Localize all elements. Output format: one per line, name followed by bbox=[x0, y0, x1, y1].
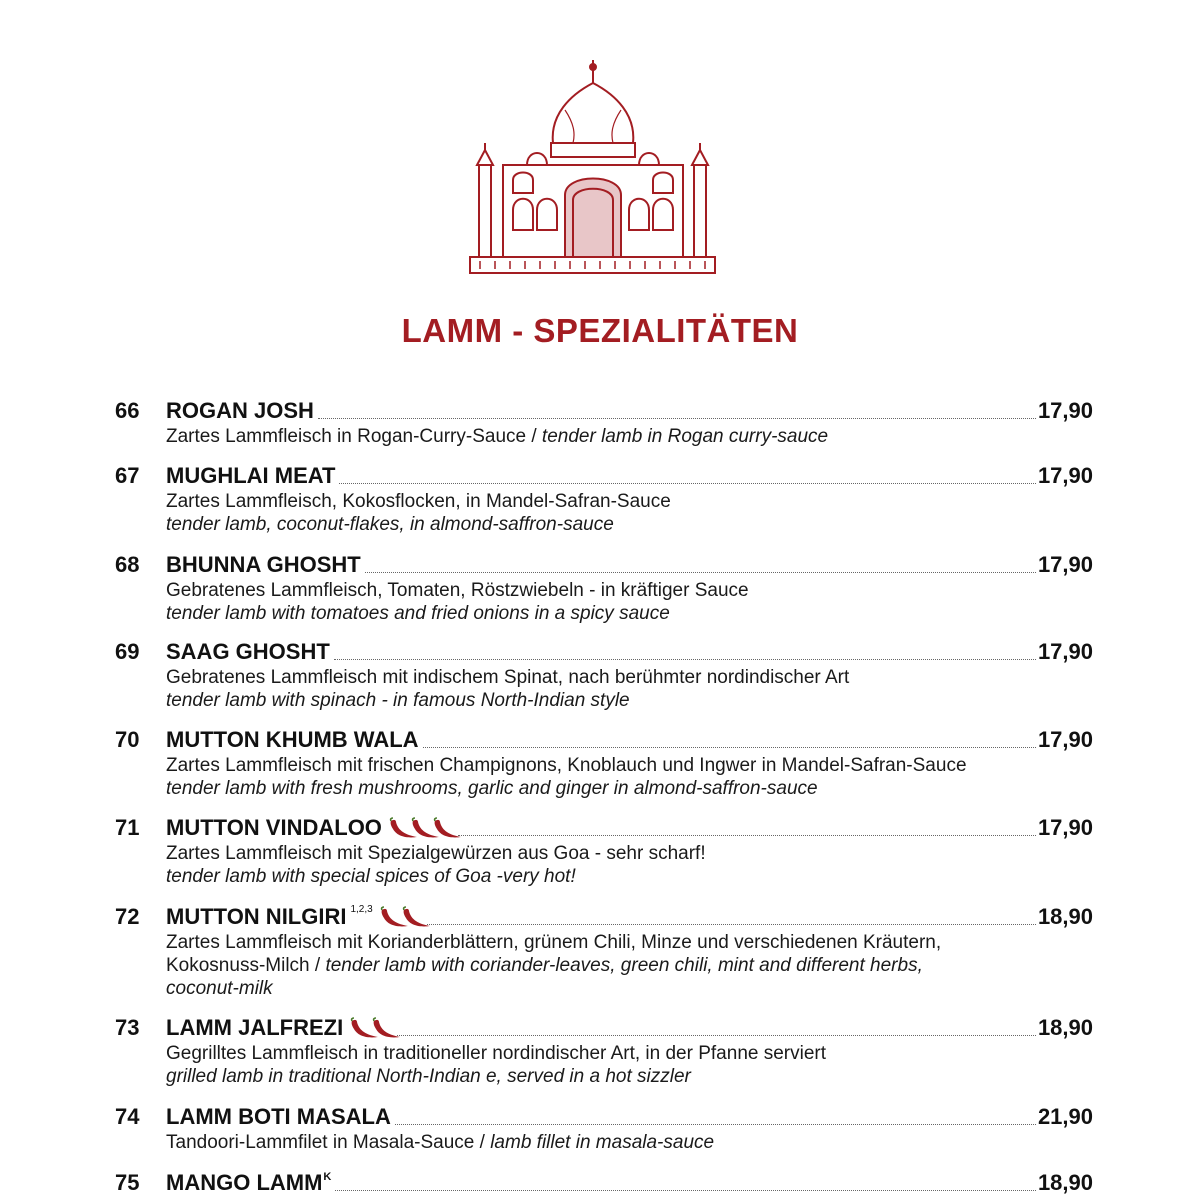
dotted-leader bbox=[318, 418, 1036, 419]
description-german: Zartes Lammfleisch in Rogan-Curry-Sauce / bbox=[166, 426, 542, 447]
description-line bbox=[166, 954, 1066, 977]
item-description bbox=[166, 1131, 1066, 1154]
spicy-indicator bbox=[349, 1017, 393, 1039]
item-name-text: LAMM BOTI MASALA bbox=[166, 1104, 391, 1129]
description-english: tender lamb with spinach - in famous North-Indian style bbox=[166, 690, 630, 711]
description-german: Zartes Lammfleisch mit Korianderblättern, grünem Chili, Minze und verschiedenen Kräutern, bbox=[166, 932, 942, 953]
description-english: tender lamb, coconut-flakes, in almond-saffron-sauce bbox=[166, 514, 614, 535]
description-line bbox=[166, 1042, 1066, 1065]
item-number: 74 bbox=[115, 1104, 140, 1129]
item-name-text: MUGHLAI MEAT bbox=[166, 463, 336, 488]
item-name-text: MUTTON KHUMB WALA bbox=[166, 727, 419, 752]
item-header bbox=[166, 815, 1093, 841]
description-german: Kokosnuss-Milch / bbox=[166, 955, 326, 976]
dotted-leader bbox=[334, 659, 1036, 660]
description-german: Zartes Lammfleisch mit Spezialgewürzen aus Goa - sehr scharf! bbox=[166, 843, 706, 864]
description-german: Gebratenes Lammfleisch mit indischem Spinat, nach berühmter nordindischer Art bbox=[166, 667, 850, 688]
description-line bbox=[166, 865, 1066, 888]
item-name-text: ROGAN JOSH bbox=[166, 398, 314, 423]
item-name bbox=[166, 639, 330, 665]
item-description bbox=[166, 666, 1066, 712]
item-number: 69 bbox=[115, 639, 140, 664]
description-line bbox=[166, 842, 1066, 865]
item-number: 66 bbox=[115, 398, 140, 423]
item-number: 71 bbox=[115, 815, 140, 840]
item-header bbox=[166, 552, 1093, 578]
description-german: Gegrilltes Lammfleisch in traditioneller nordindischer Art, in der Pfanne serviert bbox=[166, 1043, 827, 1064]
description-english: grilled lamb in traditional North-Indian e, served in a hot sizzler bbox=[166, 1066, 691, 1087]
description-german: Zartes Lammfleisch mit frischen Champignons, Knoblauch und Ingwer in Mandel-Safran-Sauce bbox=[166, 755, 967, 776]
description-english: coconut-milk bbox=[166, 978, 273, 999]
item-price: 17,90 bbox=[1037, 727, 1093, 752]
item-description bbox=[166, 842, 1066, 888]
item-name bbox=[166, 727, 419, 753]
item-header bbox=[166, 398, 1093, 424]
item-description bbox=[166, 490, 1066, 536]
description-line bbox=[166, 602, 1066, 625]
item-price: 18,90 bbox=[1037, 1170, 1093, 1195]
dotted-leader bbox=[458, 835, 1036, 836]
taj-mahal-icon bbox=[465, 55, 720, 280]
item-price: 17,90 bbox=[1037, 398, 1093, 423]
item-name-text: LAMM JALFREZI bbox=[166, 1015, 344, 1040]
item-name bbox=[166, 552, 361, 578]
dotted-leader bbox=[397, 1035, 1036, 1036]
item-name-text: MANGO LAMM bbox=[166, 1170, 323, 1195]
item-name bbox=[166, 1015, 343, 1041]
spicy-indicator bbox=[388, 817, 454, 839]
item-price: 17,90 bbox=[1037, 815, 1093, 840]
item-price: 18,90 bbox=[1037, 1015, 1093, 1040]
item-price: 17,90 bbox=[1037, 552, 1093, 577]
item-name-text: MUTTON NILGIRI bbox=[166, 904, 347, 929]
item-header bbox=[166, 904, 1093, 930]
item-name-text: BHUNNA GHOSHT bbox=[166, 552, 361, 577]
description-english: tender lamb with fresh mushrooms, garlic and ginger in almond-saffron-sauce bbox=[166, 778, 818, 799]
page-title: LAMM - SPEZIALITÄTEN bbox=[401, 312, 799, 349]
item-number: 68 bbox=[115, 552, 140, 577]
description-line bbox=[166, 513, 1066, 536]
description-english: tender lamb with tomatoes and fried onions in a spicy sauce bbox=[166, 603, 670, 624]
item-number: 67 bbox=[115, 463, 140, 488]
description-line bbox=[166, 977, 1066, 1000]
item-price: 21,90 bbox=[1037, 1104, 1093, 1129]
description-english: tender lamb in Rogan curry-sauce bbox=[541, 426, 829, 447]
item-description bbox=[166, 1042, 1066, 1088]
description-german: Tandoori-Lammfilet in Masala-Sauce / bbox=[166, 1132, 491, 1153]
item-number: 72 bbox=[115, 904, 140, 929]
item-description bbox=[166, 579, 1066, 625]
dotted-leader bbox=[365, 572, 1036, 573]
description-line bbox=[166, 1131, 1066, 1154]
dotted-leader bbox=[335, 1190, 1036, 1191]
description-english: tender lamb with coriander-leaves, green chili, mint and different herbs, bbox=[325, 955, 923, 976]
item-name bbox=[166, 398, 314, 424]
item-description bbox=[166, 425, 1066, 448]
description-line bbox=[166, 754, 1066, 777]
description-english: lamb fillet in masala-sauce bbox=[490, 1132, 715, 1153]
item-header bbox=[166, 727, 1093, 753]
description-line bbox=[166, 931, 1066, 954]
description-german: Gebratenes Lammfleisch, Tomaten, Röstzwiebeln - in kräftiger Sauce bbox=[166, 580, 749, 601]
item-header bbox=[166, 639, 1093, 665]
dotted-leader bbox=[339, 483, 1035, 484]
dotted-leader bbox=[427, 924, 1036, 925]
dotted-leader bbox=[423, 747, 1036, 748]
item-name bbox=[166, 463, 335, 489]
item-header bbox=[166, 1170, 1093, 1196]
item-price: 18,90 bbox=[1037, 904, 1093, 929]
dotted-leader bbox=[395, 1124, 1036, 1125]
description-line bbox=[166, 425, 1066, 448]
item-price: 17,90 bbox=[1037, 463, 1093, 488]
item-name-text: MUTTON VINDALOO bbox=[166, 815, 382, 840]
item-number: 73 bbox=[115, 1015, 140, 1040]
description-line bbox=[166, 689, 1066, 712]
description-line bbox=[166, 666, 1066, 689]
spicy-indicator bbox=[379, 906, 423, 928]
item-header bbox=[166, 1015, 1093, 1041]
item-description bbox=[166, 754, 1066, 800]
description-english: tender lamb with special spices of Goa -very hot! bbox=[166, 866, 576, 887]
item-name-text: SAAG GHOSHT bbox=[166, 639, 330, 664]
description-german: Zartes Lammfleisch, Kokosflocken, in Mandel-Safran-Sauce bbox=[166, 491, 671, 512]
description-line bbox=[166, 579, 1066, 602]
allergen-note: 1,2,3 bbox=[350, 904, 373, 915]
item-name bbox=[166, 1164, 331, 1196]
item-number: 75 bbox=[115, 1170, 140, 1195]
item-description bbox=[166, 931, 1066, 1000]
item-header bbox=[166, 1104, 1093, 1130]
item-name bbox=[166, 815, 382, 841]
item-price: 17,90 bbox=[1037, 639, 1093, 664]
description-line bbox=[166, 1065, 1066, 1088]
description-line bbox=[166, 777, 1066, 800]
item-number: 70 bbox=[115, 727, 140, 752]
item-name bbox=[166, 897, 373, 930]
item-header bbox=[166, 463, 1093, 489]
allergen-note: K bbox=[323, 1171, 332, 1183]
taj-mahal-logo bbox=[465, 55, 720, 280]
item-name bbox=[166, 1104, 391, 1130]
description-line bbox=[166, 490, 1066, 513]
